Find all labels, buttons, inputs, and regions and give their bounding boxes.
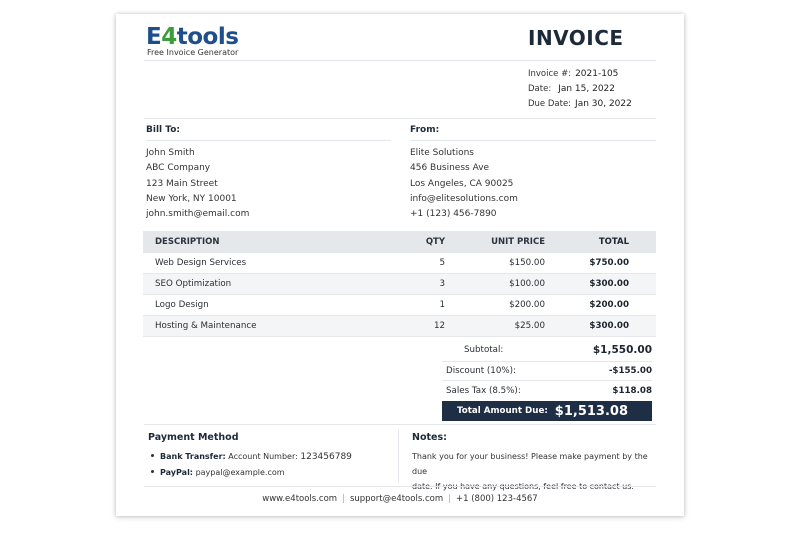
discount-value: -$155.00 [608, 366, 652, 376]
from-divider [410, 140, 656, 141]
invoice-due-value: Jan 30, 2022 [575, 99, 632, 109]
logo-4: 4 [161, 24, 177, 50]
discount-label: Discount (10%): [446, 366, 516, 376]
payment-paypal [148, 465, 393, 480]
footer-email[interactable]: support@e4tools.com [349, 494, 444, 504]
invoice-due-row [528, 97, 632, 112]
row-description: SEO Optimization [155, 279, 232, 289]
table-row [143, 274, 656, 295]
row-qty: 12 [433, 321, 445, 331]
col-qty: QTY [425, 237, 445, 247]
subtotal-row [442, 338, 652, 362]
footer-vertical-divider [398, 430, 399, 482]
subtotal-value: $1,550.00 [592, 343, 652, 356]
discount-row [442, 362, 652, 381]
account-number-value: 123456789 [300, 452, 352, 462]
from-phone: +1 (123) 456-7890 [410, 209, 497, 220]
bill-to-email: john.smith@email.com [146, 209, 250, 220]
bill-to-city: New York, NY 10001 [146, 193, 237, 204]
row-total: $300.00 [589, 279, 629, 289]
tax-label: Sales Tax (8.5%): [446, 385, 521, 396]
row-description: Web Design Services [155, 258, 247, 268]
paypal-email: paypal@example.com [195, 468, 285, 477]
row-unit-price: $150.00 [509, 258, 545, 268]
summary-divider [144, 424, 656, 425]
footer-separator: | [448, 494, 451, 504]
payment-bank-transfer [148, 449, 393, 465]
table-row [143, 316, 656, 337]
col-total: TOTAL [598, 237, 629, 247]
tax-row [442, 381, 652, 400]
invoice-title: INVOICE [528, 26, 624, 50]
notes-line-1: Thank you for your business! Please make payment by the due [412, 452, 648, 476]
totals-summary [442, 338, 652, 421]
from-email: info@elitesolutions.com [410, 193, 518, 204]
from-street: 456 Business Ave [410, 163, 490, 174]
total-due-value: $1,513.08 [554, 403, 628, 419]
col-unit-price: UNIT PRICE [491, 237, 545, 247]
bullet-icon [151, 454, 154, 457]
tax-value: $118.08 [612, 385, 652, 396]
payment-method-heading: Payment Method [148, 432, 239, 443]
row-qty: 1 [439, 300, 445, 310]
bill-to-heading: Bill To: [146, 125, 180, 135]
logo-tools: tools [176, 24, 239, 50]
line-items-table [143, 231, 656, 337]
row-description: Hosting & Maintenance [155, 321, 257, 331]
invoice-meta [528, 67, 632, 112]
invoice-number-label: Invoice #: [528, 69, 572, 79]
bill-to-divider [146, 140, 391, 141]
table-header-row [143, 231, 656, 253]
invoice-number-value: 2021-105 [575, 69, 619, 79]
from-section [410, 125, 656, 222]
bank-transfer-label: Bank Transfer: [160, 452, 226, 461]
row-unit-price: $200.00 [509, 300, 545, 310]
footer-contact [116, 494, 684, 504]
bill-to-company: ABC Company [146, 163, 211, 174]
brand-logo [146, 24, 238, 50]
row-total: $200.00 [589, 300, 629, 310]
account-number-label: Account Number: [228, 452, 298, 461]
total-due-bar [442, 401, 652, 421]
logo-e: E [146, 24, 162, 50]
table-row [143, 295, 656, 316]
invoice-date-value: Jan 15, 2022 [558, 84, 615, 94]
payment-method-section [148, 432, 393, 480]
row-description: Logo Design [155, 300, 209, 310]
row-qty: 5 [439, 258, 445, 268]
footer-separator: | [342, 494, 345, 504]
invoice-number-row [528, 67, 632, 82]
invoice-date-row [528, 82, 632, 97]
row-unit-price: $100.00 [509, 279, 545, 289]
footer-website[interactable]: www.e4tools.com [262, 494, 338, 504]
row-qty: 3 [439, 279, 445, 289]
notes-section [412, 432, 657, 494]
meta-divider [144, 118, 656, 119]
footer-phone: +1 (800) 123-4567 [455, 494, 538, 504]
brand-tagline: Free Invoice Generator [147, 48, 239, 57]
bill-to-name: John Smith [146, 148, 195, 158]
row-total: $750.00 [589, 258, 629, 268]
total-due-label: Total Amount Due: [457, 406, 548, 416]
from-heading: From: [410, 125, 440, 135]
invoice-date-label: Date: [528, 84, 552, 94]
bill-to-section [146, 125, 391, 222]
row-unit-price: $25.00 [514, 321, 545, 331]
header-divider [144, 60, 656, 61]
invoice-document [116, 14, 684, 516]
col-description: DESCRIPTION [155, 237, 220, 247]
bill-to-street: 123 Main Street [146, 178, 218, 189]
paypal-label: PayPal: [160, 468, 194, 477]
from-city: Los Angeles, CA 90025 [410, 178, 514, 189]
footer-divider [144, 486, 656, 487]
subtotal-label: Subtotal: [464, 344, 504, 355]
bullet-icon [151, 470, 154, 473]
row-total: $300.00 [589, 321, 629, 331]
invoice-due-label: Due Date: [528, 99, 572, 109]
from-company: Elite Solutions [410, 148, 474, 158]
notes-heading: Notes: [412, 432, 447, 443]
table-row [143, 253, 656, 274]
